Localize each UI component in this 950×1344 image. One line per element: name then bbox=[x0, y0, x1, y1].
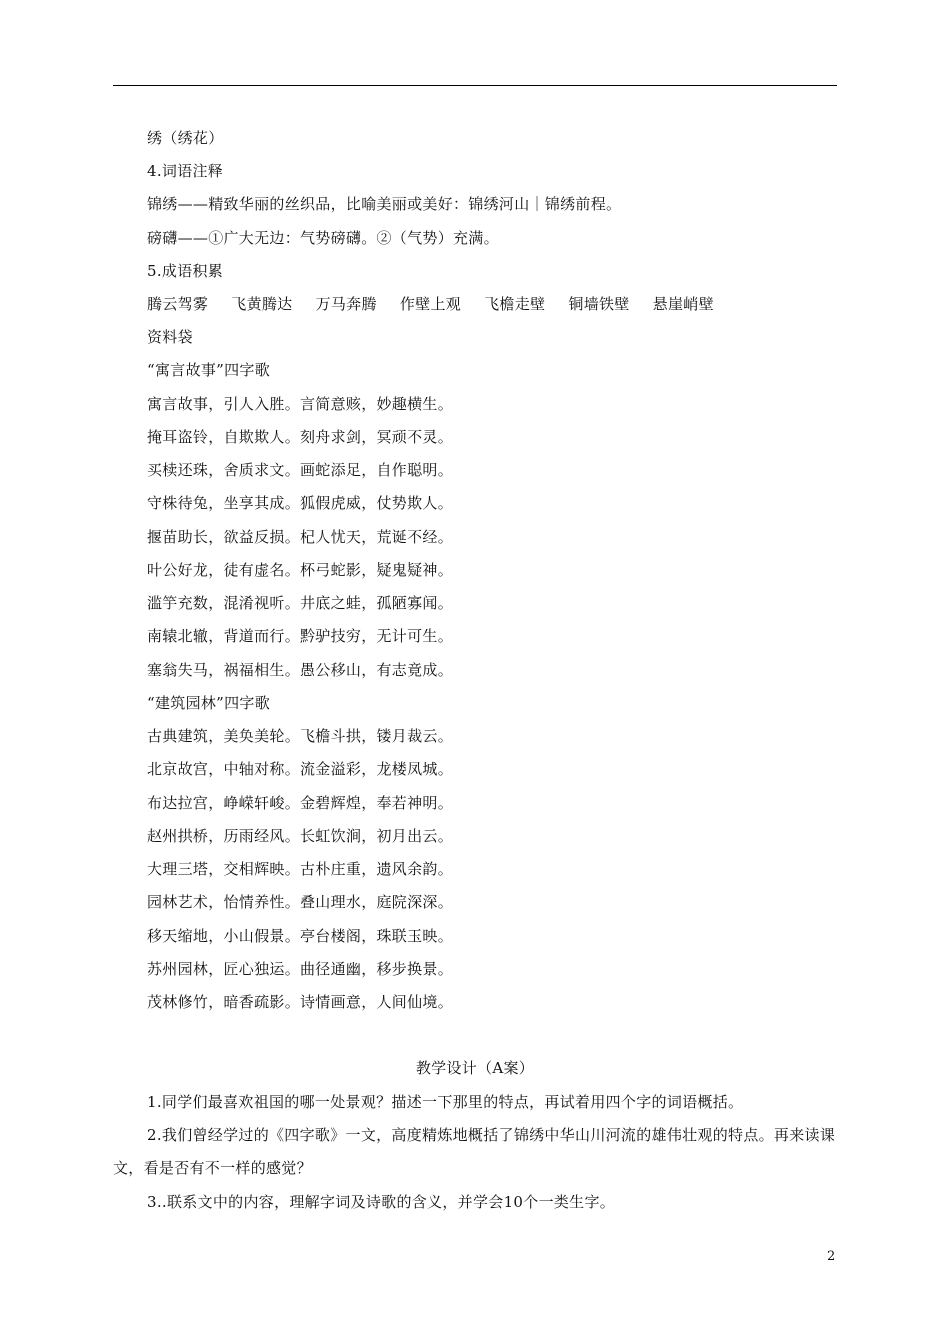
architecture-line: 园林艺术，怡情养性。叠山理水，庭院深深。 bbox=[147, 893, 454, 911]
fable-line: 叶公好龙，徒有虚名。杯弓蛇影，疑鬼疑神。 bbox=[147, 561, 454, 579]
architecture-song-title: “建筑园林”四字歌 bbox=[147, 694, 271, 712]
teaching-step-1: 1.同学们最喜欢祖国的哪一处景观？描述一下那里的特点，再试着用四个字的词语概括。 bbox=[147, 1093, 744, 1111]
teaching-step-2: 2.我们曾经学过的《四字歌》一文，高度精炼地概括了锦绣中华山川河流的雄伟壮观的特点。再来读课文，看是否有不一样的感觉？ bbox=[113, 1126, 836, 1177]
idiom-item: 悬崖峭壁 bbox=[652, 295, 714, 313]
architecture-line: 布达拉宫，峥嵘轩峻。金碧辉煌，奉若神明。 bbox=[147, 794, 454, 812]
architecture-line: 移天缩地，小山假景。亭台楼阁，珠联玉映。 bbox=[147, 927, 454, 945]
architecture-line: 北京故宫，中轴对称。流金溢彩，龙楼凤城。 bbox=[147, 760, 454, 778]
fable-song-title: “寓言故事”四字歌 bbox=[147, 361, 271, 379]
notes-heading: 4.词语注释 bbox=[147, 162, 224, 180]
architecture-line: 苏州园林，匠心独运。曲径通幽，移步换景。 bbox=[147, 960, 454, 978]
architecture-line: 茂林修竹，暗香疏影。诗情画意，人间仙境。 bbox=[147, 993, 454, 1011]
fable-line: 掩耳盗铃，自欺欺人。刻舟求剑，冥顽不灵。 bbox=[147, 428, 454, 446]
note-jinxiu: 锦绣——精致华丽的丝织品，比喻美丽或美好：锦绣河山｜锦绣前程。 bbox=[147, 195, 622, 213]
architecture-line: 赵州拱桥，历雨经风。长虹饮涧，初月出云。 bbox=[147, 827, 454, 845]
vocab-embroider-line: 绣（绣花） bbox=[147, 129, 224, 147]
architecture-line: 古典建筑，美奂美轮。飞檐斗拱，镂月裁云。 bbox=[147, 727, 454, 745]
header-rule bbox=[113, 85, 837, 86]
idiom-item: 腾云驾雾 bbox=[147, 295, 209, 313]
idiom-item: 飞檐走壁 bbox=[484, 295, 546, 313]
resource-heading: 资料袋 bbox=[147, 328, 193, 346]
fable-line: 守株待兔，坐享其成。狐假虎威，仗势欺人。 bbox=[147, 494, 454, 512]
fable-line: 揠苗助长，欲益反损。杞人忧天，荒诞不经。 bbox=[147, 528, 454, 546]
idioms-heading: 5.成语积累 bbox=[147, 262, 224, 280]
fable-line: 塞翁失马，祸福相生。愚公移山，有志竟成。 bbox=[147, 661, 454, 679]
page-number: 2 bbox=[827, 1249, 836, 1264]
fable-line: 买椟还珠，舍质求文。画蛇添足，自作聪明。 bbox=[147, 461, 454, 479]
fable-line: 滥竽充数，混淆视听。井底之蛙，孤陋寡闻。 bbox=[147, 594, 454, 612]
fable-line: 寓言故事，引人入胜。言简意赅，妙趣横生。 bbox=[147, 395, 454, 413]
architecture-line: 大理三塔，交相辉映。古朴庄重，遗风余韵。 bbox=[147, 860, 454, 878]
teaching-design-title: 教学设计（A案） bbox=[415, 1059, 535, 1077]
idioms-list bbox=[147, 294, 732, 314]
idiom-item: 铜墙铁壁 bbox=[568, 295, 630, 313]
teaching-step-3: 3..联系文中的内容，理解字词及诗歌的含义，并学会10个一类生字。 bbox=[147, 1193, 616, 1211]
idiom-item: 作壁上观 bbox=[399, 295, 462, 313]
idiom-item: 万马奔腾 bbox=[315, 295, 377, 313]
note-pangbo: 磅礴——①广大无边：气势磅礴。②（气势）充满。 bbox=[147, 229, 499, 247]
idiom-item: 飞黄腾达 bbox=[231, 295, 293, 313]
fable-line: 南辕北辙，背道而行。黔驴技穷，无计可生。 bbox=[147, 627, 454, 645]
